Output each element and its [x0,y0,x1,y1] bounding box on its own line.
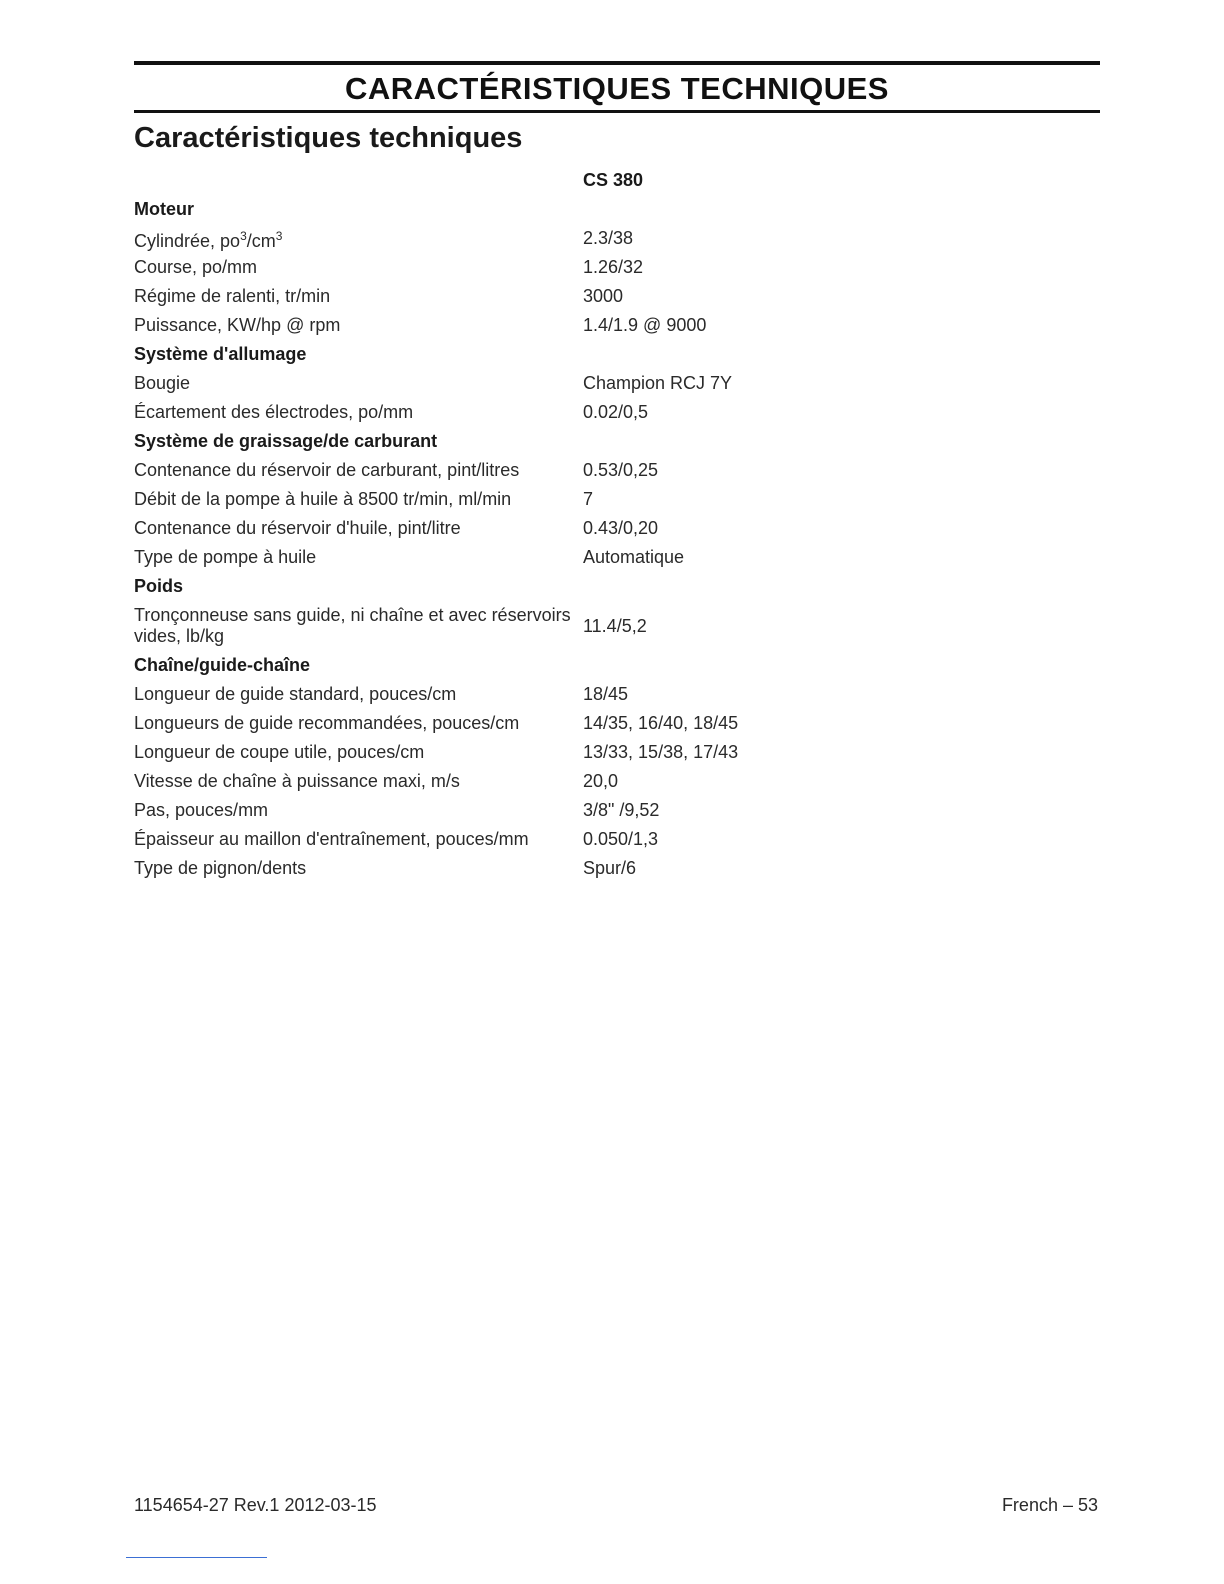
spec-row [134,767,834,796]
spec-value: 11.4/5,2 [583,615,647,636]
spec-row [134,224,834,253]
spec-label: Puissance, KW/hp @ rpm [134,315,341,335]
spec-value: 3000 [583,286,624,306]
group-heading-chaine: Chaîne/guide-chaîne [134,655,311,675]
spec-label: Longueur de coupe utile, pouces/cm [134,742,425,762]
spec-row [134,709,834,738]
spec-value: 13/33, 15/38, 17/43 [583,742,739,762]
spec-label: Longueurs de guide recommandées, pouces/cm [134,713,520,733]
banner-title: CARACTÉRISTIQUES TECHNIQUES [345,71,889,106]
spec-value: 18/45 [583,684,629,704]
spec-value: 2.3/38 [583,228,634,248]
spec-row [134,601,834,651]
spec-row [134,311,834,340]
spec-value: 0.43/0,20 [583,518,659,538]
spec-label: Type de pompe à huile [134,547,317,567]
spec-row [134,282,834,311]
spec-value: Champion RCJ 7Y [583,373,733,393]
spec-value: Automatique [583,547,685,567]
spec-value: 14/35, 16/40, 18/45 [583,713,739,733]
group-heading-poids: Poids [134,576,184,596]
bottom-link-underline [126,1557,267,1558]
spec-label: Régime de ralenti, tr/min [134,286,331,306]
spec-label: Course, po/mm [134,257,258,277]
spec-row [134,825,834,854]
spec-label: Débit de la pompe à huile à 8500 tr/min, ml/min [134,489,512,509]
spec-value: 0.050/1,3 [583,829,659,849]
spec-row [134,253,834,282]
title-top-rule [134,61,1100,65]
spec-row [134,796,834,825]
spec-label: Écartement des électrodes, po/mm [134,402,414,422]
footer-doc-ref: 1154654-27 Rev.1 2012-03-15 [134,1495,377,1515]
spec-value: Spur/6 [583,858,637,878]
spec-row [134,543,834,572]
spec-label: Épaisseur au maillon d'entraînement, pouces/mm [134,829,529,849]
spec-label: Contenance du réservoir de carburant, pint/litres [134,460,520,480]
spec-value: 7 [583,489,594,509]
spec-row [134,738,834,767]
spec-label: Contenance du réservoir d'huile, pint/litre [134,518,461,538]
model-header: CS 380 [583,170,644,190]
group-heading-row [134,572,834,601]
spec-value: 0.02/0,5 [583,402,649,422]
group-heading-allumage: Système d'allumage [134,344,307,364]
spec-row [134,680,834,709]
spec-row [134,369,834,398]
spec-label: Longueur de guide standard, pouces/cm [134,684,457,704]
spec-row [134,398,834,427]
spec-value: 3/8" /9,52 [583,800,660,820]
spec-table [134,166,834,883]
spec-label [134,226,583,252]
spec-value: 1.26/32 [583,257,644,277]
spec-value: 0.53/0,25 [583,460,659,480]
group-heading-row [134,340,834,369]
spec-label: Type de pignon/dents [134,858,307,878]
spec-row [134,485,834,514]
group-heading-row [134,195,834,224]
spec-label: Bougie [134,373,191,393]
group-heading-moteur: Moteur [134,199,194,219]
spec-row [134,854,834,883]
spec-row [134,514,834,543]
spec-label-part: Cylindrée, po [134,230,241,251]
model-header-row [134,166,834,195]
title-bottom-rule [134,110,1100,113]
spec-label: Pas, pouces/mm [134,800,269,820]
spec-label: Tronçonneuse sans guide, ni chaîne et avec réservoirs vides, lb/kg [134,605,571,646]
spec-label: Vitesse de chaîne à puissance maxi, m/s [134,771,460,791]
superscript: 3 [275,228,283,243]
group-heading-graissage: Système de graissage/de carburant [134,431,438,451]
superscript: 3 [240,228,247,243]
spec-row [134,456,834,485]
footer-page-label: French – 53 [1001,1495,1098,1515]
group-heading-row [134,651,834,680]
spec-value: 20,0 [583,771,619,791]
spec-label-part: /cm [246,230,276,251]
section-heading: Caractéristiques techniques [134,122,523,154]
group-heading-row [134,427,834,456]
spec-value: 1.4/1.9 @ 9000 [583,315,707,335]
